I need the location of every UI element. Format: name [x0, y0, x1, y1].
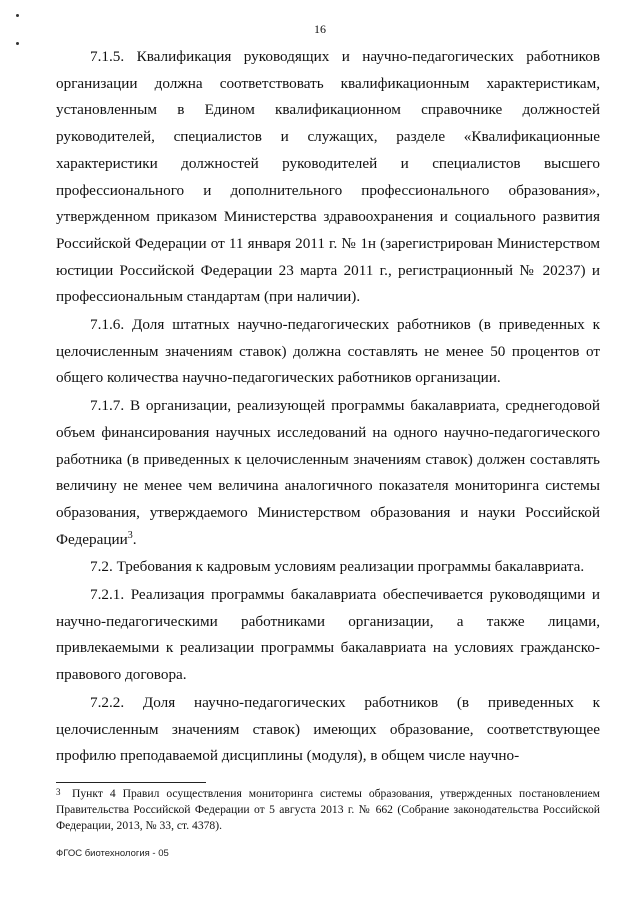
footnote-reference[interactable]: 3: [127, 529, 133, 541]
paragraph-7-2: 7.2. Требования к кадровым условиям реализации программы бакалавриата.: [90, 558, 585, 576]
paragraph-7-1-5: 7.1.5. Квалификация руководящих и научно-педагогических работников организации должна соответствовать квалификационным характеристикам, установленным в Едином квалификационном справочнике должностей руководителей, специалистов и служащих, разделе «Квалификационные характеристики должностей руководителей и специалистов высшего профессионального и дополнительного профессионального образования», утвержденном приказом Министерства здравоохранения и социального развития Российской Федерации от 11 января 2011 г. № 1н (зарегистрирован Министерством юстиции Российской Федерации 23 марта 2011 г., регистрационный № 20237) и профессиональным стандартам (при наличии).: [56, 48, 600, 306]
page-number: 16: [314, 22, 326, 36]
paragraph-7-1-7: [56, 393, 600, 553]
paragraph-7-1-6: 7.1.6. Доля штатных научно-педагогических работников (в приведенных к целочисленным значениям ставок) должна составлять не менее 50 процентов от общего количества научно-педагогических работников организации.: [56, 316, 600, 387]
footnote-separator: [56, 782, 206, 783]
footnote: [56, 786, 600, 833]
footnote-text: Пункт 4 Правил осуществления мониторинга системы образования, утвержденных постановлением Правительства Российской Федерации от 5 августа 2013 г. № 662 (Собрание законодательства Российской Федерации, 2013, № 33, ст. 4378).: [56, 787, 600, 832]
scan-artifact-dot: [16, 14, 19, 17]
document-body: [56, 44, 600, 770]
paragraph-7-1-7-text: 7.1.7. В организации, реализующей программы бакалавриата, среднегодовой объем финансирования научных исследований на одного научно-педагогического работника (в приведенных к целочисленным значениям ставок) должен составлять величину не менее чем величина аналогичного показателя мониторинга системы образования, утверждаемого Министерством образования и науки Российской Федерации: [56, 397, 600, 548]
paragraph-7-1-7-tail: .: [132, 530, 137, 548]
paragraph-7-2-2: 7.2.2. Доля научно-педагогических работников (в приведенных к целочисленным значениям ставок) имеющих образование, соответствующее профилю преподаваемой дисциплины (модуля), в общем числе научно-: [56, 693, 600, 765]
footer-label: ФГОС биотехнология - 05: [56, 848, 169, 859]
scan-artifact-dot: [16, 42, 19, 45]
footnote-marker: 3: [56, 787, 61, 797]
paragraph-7-2-1: 7.2.1. Реализация программы бакалавриата обеспечивается руководящими и научно-педагогическими работниками организации, а также лицами, привлекаемыми к реализации программы бакалавриата на условиях гражданско-правового договора.: [56, 586, 600, 684]
